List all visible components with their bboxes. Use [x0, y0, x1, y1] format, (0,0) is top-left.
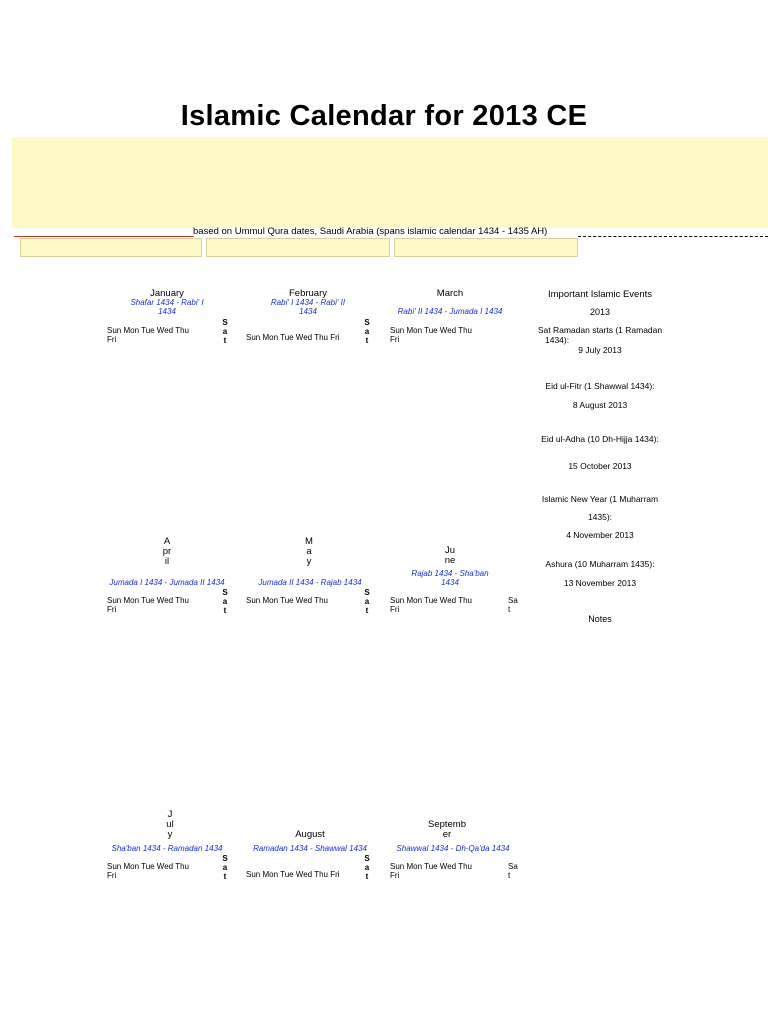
hijri-range-september: Shawwal 1434 - Dh-Qa'da 1434 — [396, 844, 510, 853]
month-april: A pr il — [162, 536, 172, 567]
divider-right — [578, 236, 768, 237]
banner-area — [12, 137, 768, 228]
sat-label-apr: S a t — [222, 588, 228, 615]
event-eid-fitr-date: 8 August 2013 — [572, 400, 628, 410]
dow-header-jul: Sun Mon Tue Wed Thu Fri — [107, 862, 189, 880]
month-may: M a y — [305, 536, 313, 567]
sat-label-jan: S a t — [222, 318, 228, 345]
input-box-3[interactable] — [394, 238, 578, 257]
sat-label-feb: S a t — [364, 318, 370, 345]
events-title: Important Islamic Events — [547, 289, 652, 300]
sat-label-jul: S a t — [222, 854, 228, 881]
event-ashura-date: 13 November 2013 — [563, 578, 637, 588]
dow-header-jan: Sun Mon Tue Wed Thu Fri — [107, 326, 189, 344]
event-ashura-label: Ashura (10 Muharram 1435): — [545, 559, 655, 569]
event-new-year-label: Islamic New Year (1 Muharram 1435): — [541, 494, 659, 522]
dow-header-sep: Sun Mon Tue Wed Thu Fri — [390, 862, 472, 880]
hijri-range-june: Rajab 1434 - Sha'ban 1434 — [411, 569, 489, 587]
event-eid-adha-label: Eid ul-Adha (10 Dh-Hijja 1434): — [541, 434, 659, 444]
sat-label-aug: S a t — [364, 854, 370, 881]
events-year: 2013 — [589, 307, 611, 317]
month-june: Ju ne — [444, 545, 456, 566]
sat-label-sep: Sa t — [508, 862, 518, 880]
event-ramadan-label: Sat Ramadan starts (1 Ramadan 1434): — [537, 325, 663, 345]
dow-header-apr: Sun Mon Tue Wed Thu Fri — [107, 596, 189, 614]
hijri-range-may: Jumada II 1434 - Rajab 1434 — [258, 578, 362, 587]
hijri-range-april: Jumada I 1434 - Jumada II 1434 — [109, 578, 225, 587]
dow-header-jun: Sun Mon Tue Wed Thu Fri — [390, 596, 472, 614]
month-september: Septemb er — [427, 819, 467, 840]
input-box-2[interactable] — [206, 238, 390, 257]
month-march: March — [436, 288, 464, 299]
month-july: J ul y — [166, 809, 174, 840]
hijri-range-february: Rabi' I 1434 - Rabi' II 1434 — [270, 298, 346, 316]
event-eid-adha-date: 15 October 2013 — [568, 461, 632, 471]
event-ramadan-date: 9 July 2013 — [578, 345, 622, 355]
month-august: August — [295, 829, 325, 840]
month-february: February — [288, 288, 327, 299]
sat-label-jun: Sa t — [508, 596, 518, 614]
subtitle: based on Ummul Qura dates, Saudi Arabia (spans islamic calendar 1434 - 1435 AH) — [193, 226, 548, 237]
hijri-range-january: Shafar 1434 - Rabi' I 1434 — [130, 298, 204, 316]
dow-header-mar: Sun Mon Tue Wed Thu Fri — [390, 326, 472, 344]
input-box-1[interactable] — [20, 238, 202, 257]
event-eid-fitr-label: Eid ul-Fitr (1 Shawwal 1434): — [545, 381, 655, 391]
dow-header-feb: Sun Mon Tue Wed Thu Fri — [246, 333, 340, 342]
hijri-range-august: Ramadan 1434 - Shawwal 1434 — [253, 844, 367, 853]
divider-left — [14, 236, 194, 237]
event-new-year-date: 4 November 2013 — [566, 530, 634, 540]
sat-label-may: S a t — [364, 588, 370, 615]
dow-header-may: Sun Mon Tue Wed Thu — [246, 596, 328, 605]
hijri-range-march: Rabi' II 1434 - Jumada I 1434 — [397, 307, 503, 316]
hijri-range-july: Sha'ban 1434 - Ramadan 1434 — [111, 844, 223, 853]
notes-label: Notes — [588, 614, 612, 624]
month-january: January — [150, 288, 184, 299]
page-title: Islamic Calendar for 2013 CE — [180, 100, 588, 132]
dow-header-aug: Sun Mon Tue Wed Thu Fri — [246, 870, 340, 879]
